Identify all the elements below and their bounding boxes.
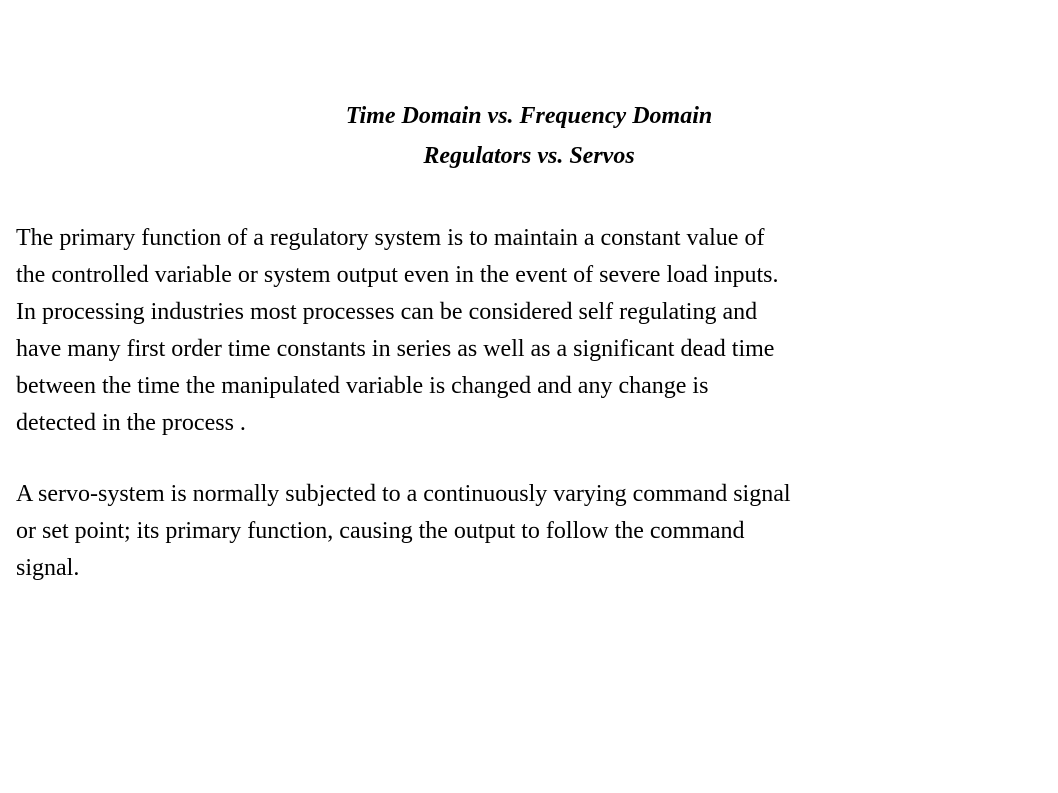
- slide-title: Time Domain vs. Frequency Domain: [345, 103, 713, 129]
- paragraph-line: In processing industries most processes can be considered self regulating and: [16, 299, 758, 325]
- paragraph-line: A servo-system is normally subjected to a continuously varying command signal: [16, 481, 791, 507]
- paragraph-servo-system: [16, 476, 1052, 587]
- title-block: [0, 96, 1058, 176]
- paragraph-line: the controlled variable or system output even in the event of severe load inputs.: [16, 262, 779, 288]
- paragraph-line: between the time the manipulated variable is changed and any change is: [16, 373, 709, 399]
- paragraph-line: or set point; its primary function, causing the output to follow the command: [16, 518, 745, 544]
- slide-subtitle: Regulators vs. Servos: [423, 143, 635, 169]
- paragraph-regulatory-system: [16, 220, 1052, 442]
- paragraph-line: signal.: [16, 555, 80, 581]
- paragraph-line: detected in the process .: [16, 410, 246, 436]
- paragraph-line: The primary function of a regulatory system is to maintain a constant value of: [16, 225, 765, 251]
- paragraph-line: have many first order time constants in series as well as a significant dead time: [16, 336, 775, 362]
